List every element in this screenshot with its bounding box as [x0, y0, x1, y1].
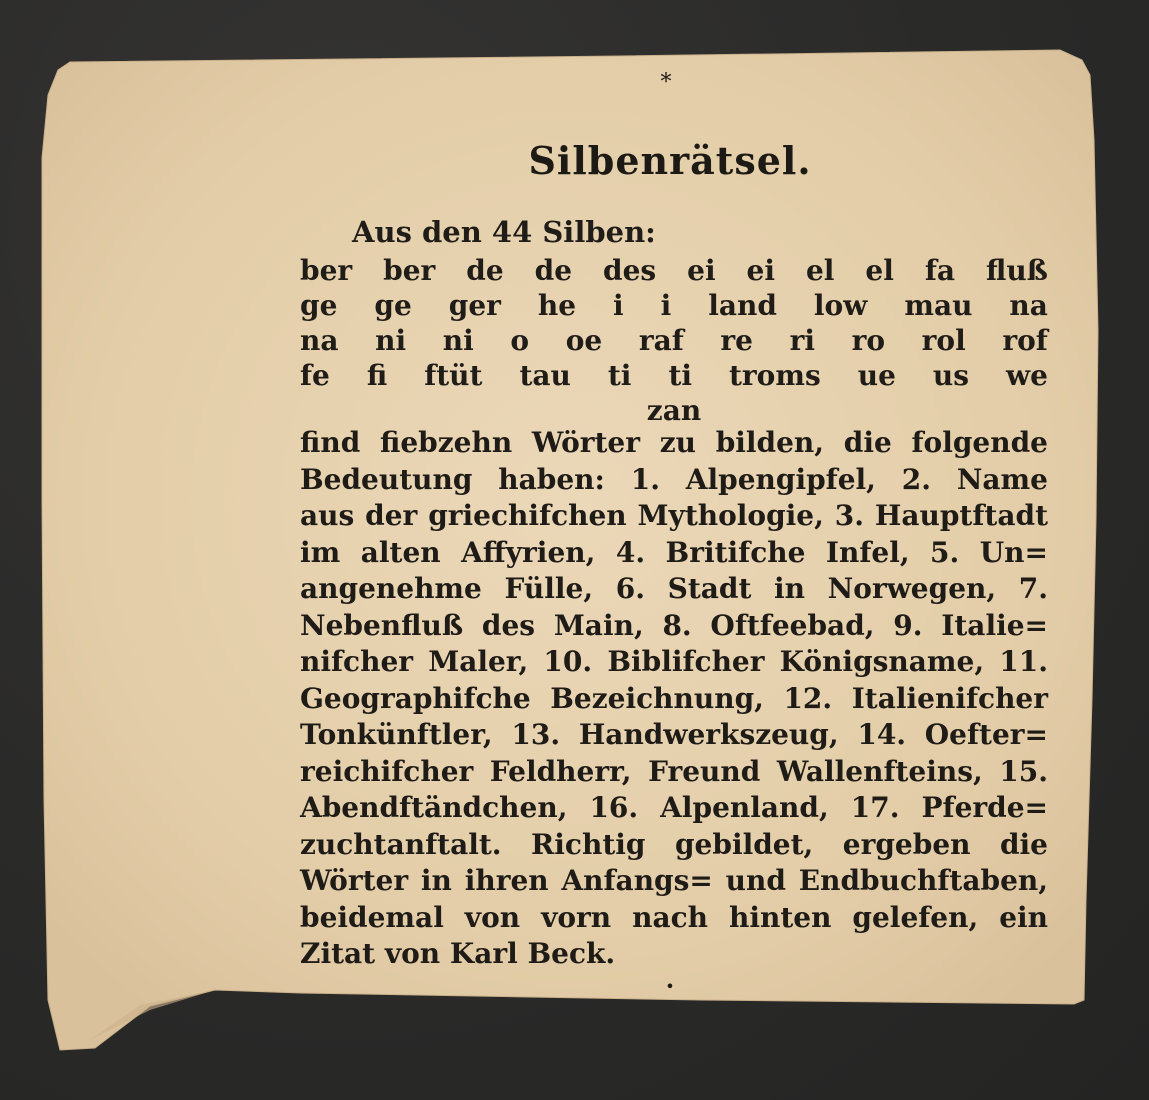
body-line: Tonkünftler, 13. Handwerkszeug, 14. Oefter= — [300, 718, 1048, 751]
syllable: we — [1006, 359, 1048, 392]
syllable: low — [813, 289, 868, 322]
syllable: ger — [448, 289, 501, 322]
syllable: he — [537, 289, 577, 322]
syllable: zan — [646, 394, 702, 427]
syllable-row — [300, 288, 1048, 323]
syllable: ni — [442, 324, 474, 357]
syllable: raf — [638, 324, 684, 357]
syllable-row — [300, 393, 1048, 428]
body-line: im alten Affyrien, 4. Britifche Infel, 5. Un= — [300, 535, 1048, 569]
syllable: ei — [746, 254, 775, 287]
body-line: find fiebzehn Wörter zu bilden, die folgende — [300, 426, 1048, 459]
syllable: ei — [687, 254, 716, 287]
syllable: ti — [607, 359, 632, 392]
syllable: ber — [300, 254, 353, 287]
syllable: oe — [565, 324, 603, 357]
syllable-row — [300, 323, 1048, 358]
syllable: ni — [375, 324, 407, 357]
syllable: na — [300, 324, 339, 357]
syllable: ber — [383, 254, 436, 287]
syllable: el — [865, 254, 894, 287]
body-line: reichifcher Feldherr, Freund Wallenfteins, 15. — [300, 754, 1048, 788]
syllable: fi — [366, 359, 388, 392]
syllable: ti — [668, 359, 693, 392]
body-line: angenehme Fülle, 6. Stadt in Norwegen, 7. — [300, 572, 1048, 605]
body-line: zuchtanftalt. Richtig gebildet, ergeben die — [300, 827, 1048, 861]
syllable: des — [603, 254, 657, 287]
page-title: Silbenrätsel. — [528, 138, 812, 183]
syllable: ue — [857, 359, 896, 392]
syllable: o — [510, 324, 530, 357]
syllable-row — [300, 253, 1048, 288]
syllable: ftüt — [424, 359, 483, 392]
syllable: tau — [519, 359, 571, 392]
syllable: ro — [851, 324, 886, 357]
body-line: Nebenfluß des Main, 8. Oftfeebad, 9. Italie= — [300, 608, 1048, 642]
syllable: i — [660, 289, 672, 322]
syllable: i — [613, 289, 624, 322]
body-line: Wörter in ihren Anfangs= und Endbuchftaben, — [300, 864, 1048, 897]
syllable: fe — [300, 359, 330, 392]
syllable: ge — [300, 289, 338, 322]
syllable: na — [1009, 289, 1048, 322]
syllable-list — [300, 253, 1048, 428]
syllable-row — [300, 358, 1048, 393]
top-ornament: * — [660, 70, 672, 95]
syllable: de — [466, 254, 504, 287]
body-line: nifcher Maler, 10. Biblifcher Königsname, 11. — [300, 645, 1048, 678]
syllable: el — [805, 254, 835, 287]
body-paragraph — [300, 425, 1048, 973]
syllable: fluß — [985, 254, 1048, 287]
syllable: re — [720, 324, 753, 357]
syllable: mau — [904, 289, 973, 322]
intro-line: Aus den 44 Silben: — [352, 215, 656, 249]
syllable: ge — [374, 289, 412, 322]
syllable: de — [534, 254, 573, 287]
syllable: troms — [729, 359, 821, 392]
body-line: Bedeutung haben: 1. Alpengipfel, 2. Name — [300, 462, 1048, 496]
body-line: aus der griechifchen Mythologie, 3. Hauptftadt — [300, 499, 1048, 532]
body-line: Abendftändchen, 16. Alpenland, 17. Pferde= — [300, 791, 1048, 824]
syllable: fa — [924, 254, 955, 287]
syllable: land — [708, 289, 777, 322]
body-line: Zitat von Karl Beck. — [300, 937, 616, 970]
syllable: rof — [1002, 324, 1048, 357]
bottom-ornament: • — [665, 977, 675, 996]
syllable: ri — [789, 324, 815, 357]
syllable: rol — [921, 324, 966, 357]
body-line: beidemal von vorn nach hinten gelefen, ein — [300, 900, 1048, 934]
body-line: Geographifche Bezeichnung, 12. Italienifcher — [300, 681, 1048, 715]
syllable: us — [932, 359, 970, 392]
